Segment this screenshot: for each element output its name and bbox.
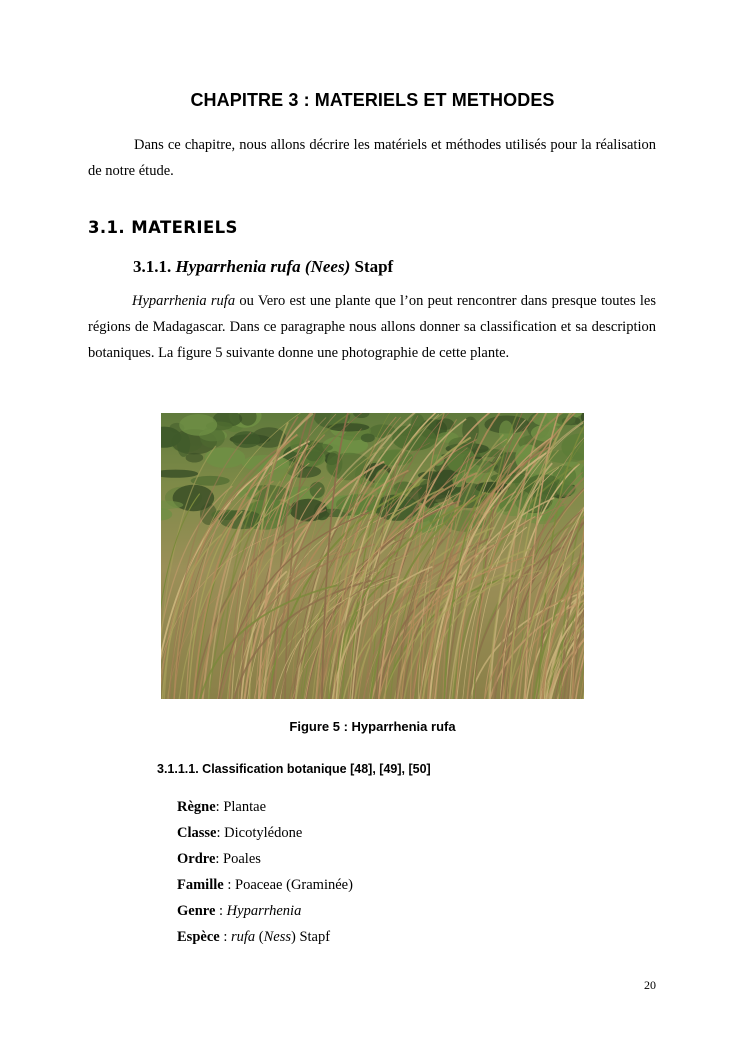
- description-text: ou Vero est une plante que l’on peut rencontrer dans presque toutes les régions de Madagascar. Dans ce paragraphe nous allons donner sa classification et sa description botaniques. La figure 5 suivante donne une photographie de cette plante.: [88, 293, 656, 361]
- classification-row-espece: Espèce : rufa (Ness) Stapf: [177, 929, 331, 945]
- figure-photo: [161, 413, 584, 699]
- subsection-species: Hyparrhenia rufa: [175, 257, 301, 276]
- classification-list: [177, 794, 353, 950]
- chapter-title: CHAPITRE 3 : MATERIELS ET METHODES: [190, 90, 555, 110]
- section-number: 3.1.: [88, 218, 126, 237]
- figure-caption: Figure 5 : Hyparrhenia rufa: [289, 719, 456, 734]
- intro-text: Dans ce chapitre, nous allons décrire les matériels et méthodes utilisés pour la réalisation de notre étude.: [88, 137, 656, 179]
- description-species: Hyparrhenia rufa: [132, 293, 236, 309]
- foliage-clump: [232, 431, 260, 448]
- classification-row-genre: Genre : Hyparrhenia: [177, 903, 302, 919]
- foliage-clump: [361, 434, 375, 443]
- classification-heading: 3.1.1.1. Classification botanique [48], [49], [50]: [157, 762, 431, 776]
- foliage-clump: [179, 414, 217, 436]
- grass-photograph: [161, 413, 584, 699]
- foliage-clump: [556, 481, 573, 497]
- classification-row-regne: Règne: Plantae: [177, 799, 267, 815]
- subsection-heading: [133, 257, 393, 277]
- intro-paragraph: [88, 132, 656, 184]
- section-title: MATERIELS: [131, 218, 238, 237]
- subsection-author: Stapf: [354, 257, 394, 276]
- foliage-clump: [310, 482, 325, 498]
- classification-row-famille: Famille : Poaceae (Graminée): [177, 877, 353, 893]
- section-heading: [88, 218, 238, 237]
- description-paragraph: [88, 288, 656, 366]
- subsection-authority: (Nees): [304, 257, 351, 276]
- classification-row-classe: Classe: Dicotylédone: [177, 825, 303, 841]
- subsection-number: 3.1.1.: [133, 257, 172, 276]
- page-number: 20: [644, 978, 656, 992]
- classification-row-ordre: Ordre: Poales: [177, 851, 261, 867]
